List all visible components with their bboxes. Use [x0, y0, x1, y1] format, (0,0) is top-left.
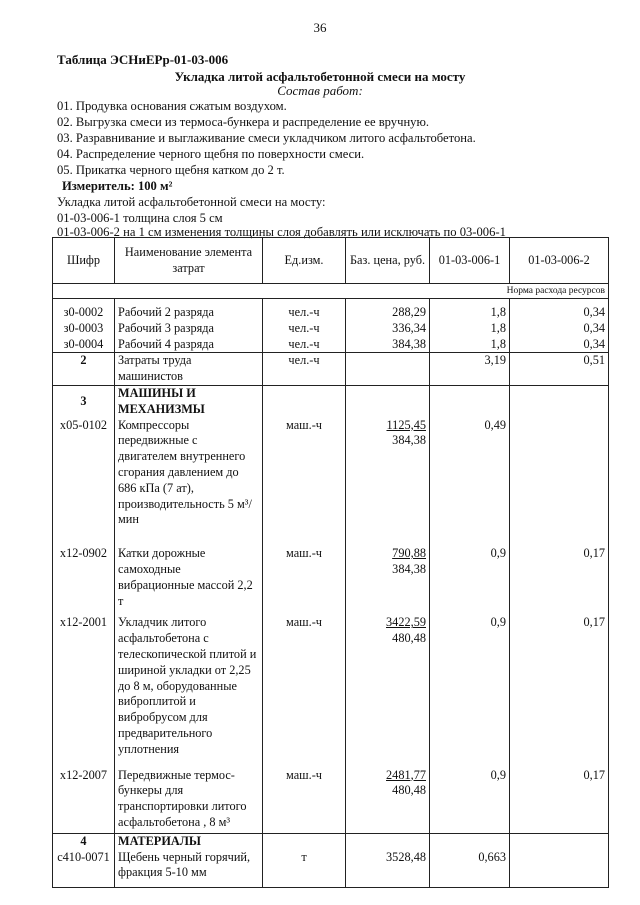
row-code: с410-0071 — [53, 850, 115, 888]
row-code: з0-0003 — [53, 321, 115, 337]
row-price: 3422,59 — [386, 615, 426, 630]
row-v1: 1,8 — [430, 321, 510, 337]
row-price: 3528,48 — [346, 850, 430, 888]
page-number: 36 — [313, 20, 327, 35]
work-step-3: 03. Разравнивание и выглаживание смеси укладчиком литого асфальтобетона. — [57, 131, 476, 145]
header-v2: 01-03-006-2 — [510, 238, 609, 284]
row-price-2: 480,48 — [392, 783, 426, 798]
row-v2: 0,51 — [510, 353, 609, 386]
norm-note-row — [53, 284, 609, 299]
row-code: х12-0902 — [53, 546, 115, 615]
work-step-5: 05. Прикатка черного щебня катком до 2 т. — [57, 163, 285, 177]
section-row-materials — [53, 833, 609, 849]
row-unit: чел.-ч — [263, 353, 346, 386]
scope-item-2: 01-03-006-2 на 1 см изменения толщины слоя добавлять или исключать по 03-006-1 — [57, 225, 506, 239]
row-price-2: 384,38 — [392, 561, 426, 576]
row-v1: 1,8 — [430, 299, 510, 321]
scope-item-1: 01-03-006-1 толщина слоя 5 см — [57, 211, 223, 225]
row-name: Укладчик литого асфальтобетона с телескопической плитой и шириной укладки от 2,25 до 8 м, оборудованные виброплитой и вибробрусом для предварительного уплотнения — [115, 615, 263, 767]
table-heading: Укладка литой асфальтобетонной смеси на мосту — [174, 69, 466, 84]
table-row — [53, 337, 609, 353]
header-code: Шифр — [53, 238, 115, 284]
row-v2 — [510, 418, 609, 547]
row-v2: 0,34 — [510, 299, 609, 321]
row-unit: чел.-ч — [263, 337, 346, 353]
row-price: 288,29 — [346, 299, 430, 321]
row-unit: маш.-ч — [263, 768, 346, 834]
row-name: Компрессоры передвижные с двигателем внутреннего сгорания давлением до 686 кПа (7 ат), производительность 5 м³/мин — [115, 418, 263, 547]
section-row-machines — [53, 385, 609, 417]
row-unit: маш.-ч — [263, 546, 346, 615]
row-code: х05-0102 — [53, 418, 115, 547]
table-header-row — [53, 238, 609, 284]
section-title: МАТЕРИАЛЫ — [115, 833, 263, 849]
row-v2: 0,17 — [510, 768, 609, 834]
row-unit: т — [263, 850, 346, 888]
resource-table — [52, 237, 609, 888]
table-row — [53, 768, 609, 834]
row-v1: 0,9 — [430, 768, 510, 834]
row-name: Щебень черный горячий, фракция 5-10 мм — [115, 850, 263, 888]
row-v2: 0,34 — [510, 321, 609, 337]
table-row — [53, 418, 609, 547]
row-code: х12-2001 — [53, 615, 115, 767]
norm-note: Норма расхода ресурсов — [53, 284, 609, 299]
table-row — [53, 546, 609, 615]
work-step-1: 01. Продувка основания сжатым воздухом. — [57, 99, 287, 113]
labor-total-row — [53, 353, 609, 386]
row-v2: 0,17 — [510, 546, 609, 615]
row-v1: 0,9 — [430, 546, 510, 615]
row-code: з0-0002 — [53, 299, 115, 321]
work-step-4: 04. Распределение черного щебня по поверхности смеси. — [57, 147, 365, 161]
row-code: з0-0004 — [53, 337, 115, 353]
row-code: 2 — [53, 353, 115, 386]
table-row — [53, 850, 609, 888]
table-row — [53, 615, 609, 767]
row-name: Катки дорожные самоходные вибрационные массой 2,2 т — [115, 546, 263, 615]
header-name: Наименование элемента затрат — [115, 238, 263, 284]
row-v2 — [510, 850, 609, 888]
section-code: 3 — [53, 385, 115, 417]
work-step-2: 02. Выгрузка смеси из термоса-бункера и распределение ее вручную. — [57, 115, 430, 129]
row-v2: 0,34 — [510, 337, 609, 353]
row-unit: чел.-ч — [263, 299, 346, 321]
row-name: Рабочий 3 разряда — [115, 321, 263, 337]
composition-label: Состав работ: — [277, 83, 363, 98]
row-price: 384,38 — [346, 337, 430, 353]
row-name: Рабочий 2 разряда — [115, 299, 263, 321]
row-price — [346, 353, 430, 386]
row-v1: 0,49 — [430, 418, 510, 547]
row-price: 2481,77 — [386, 767, 426, 782]
section-code: 4 — [53, 833, 115, 849]
row-name: Передвижные термос-бункеры для транспортировки литого асфальтобетона , 8 м³ — [115, 768, 263, 834]
table-row — [53, 321, 609, 337]
row-price: 790,88 — [392, 546, 426, 561]
header-v1: 01-03-006-1 — [430, 238, 510, 284]
meter-label: Измеритель: 100 м² — [62, 179, 173, 193]
header-unit: Ед.изм. — [263, 238, 346, 284]
row-name: Рабочий 4 разряда — [115, 337, 263, 353]
row-v1: 0,663 — [430, 850, 510, 888]
row-unit: чел.-ч — [263, 321, 346, 337]
row-unit: маш.-ч — [263, 615, 346, 767]
row-code: х12-2007 — [53, 768, 115, 834]
row-v1: 1,8 — [430, 337, 510, 353]
row-v1: 3,19 — [430, 353, 510, 386]
row-price-2: 480,48 — [392, 631, 426, 646]
table-row — [53, 299, 609, 321]
row-price: 1125,45 — [386, 417, 426, 432]
table-title: Таблица ЭСНиЕРр-01-03-006 — [57, 52, 229, 67]
row-name: Затраты труда машинистов — [115, 353, 263, 386]
row-price: 336,34 — [346, 321, 430, 337]
header-price: Баз. цена, руб. — [346, 238, 430, 284]
row-v2: 0,17 — [510, 615, 609, 767]
section-title: МАШИНЫ И МЕХАНИЗМЫ — [115, 385, 263, 417]
row-v1: 0,9 — [430, 615, 510, 767]
scope-title: Укладка литой асфальтобетонной смеси на мосту: — [57, 195, 326, 209]
row-price-2: 384,38 — [392, 433, 426, 448]
row-unit: маш.-ч — [263, 418, 346, 547]
